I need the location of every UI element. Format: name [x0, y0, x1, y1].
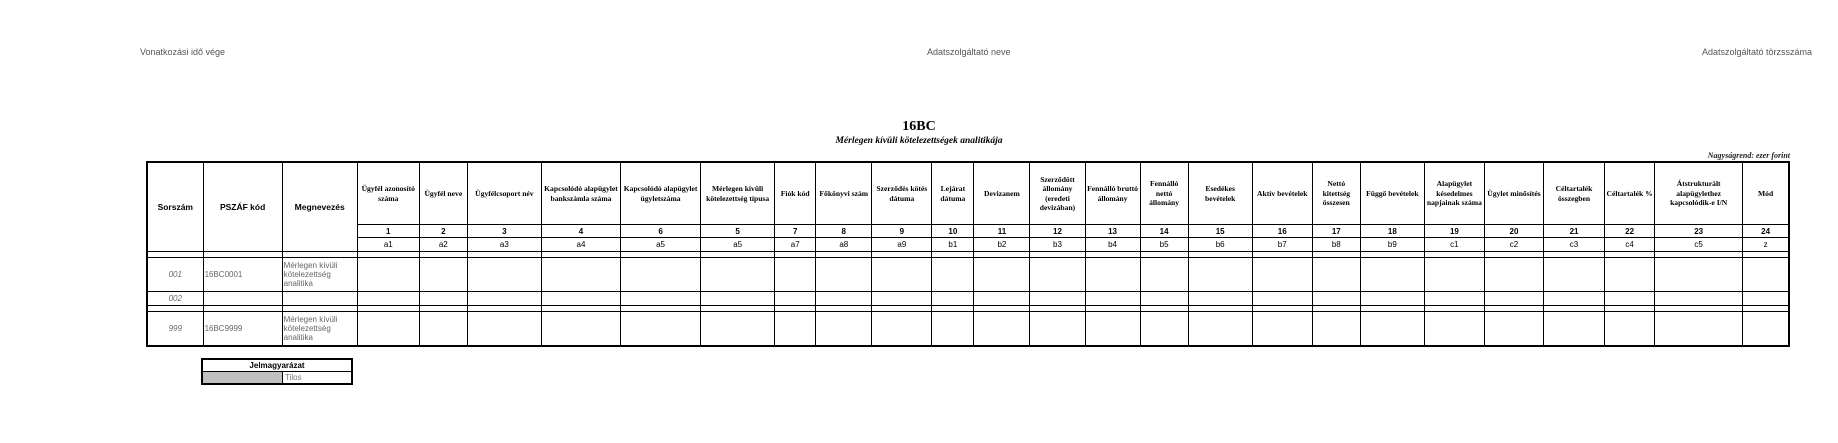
data-entry-cell[interactable]	[1424, 311, 1484, 346]
row-megnevezes: Mérlegen kívüli kötelezettség analitika	[282, 257, 357, 292]
column-header: Céltartalék %	[1605, 162, 1655, 225]
column-code: a5	[621, 238, 701, 251]
data-entry-cell[interactable]	[1424, 257, 1484, 292]
row-megnevezes: Mérlegen kívüli kötelezettség analitika	[282, 311, 357, 346]
data-entry-cell[interactable]	[1484, 257, 1543, 292]
column-header: Átstrukturált alapügylethez kapcsolódik-e I/N	[1655, 162, 1743, 225]
data-entry-cell[interactable]	[1360, 292, 1424, 305]
table-row	[147, 311, 1789, 346]
column-code: a4	[541, 238, 620, 251]
column-number: 15	[1188, 225, 1252, 238]
column-code: c1	[1424, 238, 1484, 251]
data-entry-cell[interactable]	[419, 311, 467, 346]
data-entry-cell[interactable]	[467, 311, 541, 346]
column-header: Kapcsolódó alapügylet bankszámla száma	[541, 162, 620, 225]
column-header: Mérlegen kívüli kötelezettség típusa	[701, 162, 775, 225]
column-code: a5	[701, 238, 775, 251]
column-number: 6	[621, 225, 701, 238]
data-entry-cell[interactable]	[1360, 311, 1424, 346]
data-entry-cell[interactable]	[1743, 257, 1789, 292]
data-entry-cell[interactable]	[1655, 292, 1743, 305]
column-number: 17	[1312, 225, 1360, 238]
data-entry-cell[interactable]	[1085, 292, 1140, 305]
column-header: Főkönyvi szám	[816, 162, 872, 225]
legend-swatch	[202, 372, 283, 385]
data-entry-cell[interactable]	[1140, 292, 1188, 305]
column-number: 5	[701, 225, 775, 238]
column-header: Ügyfél azonosító száma	[357, 162, 419, 225]
column-code: a3	[467, 238, 541, 251]
data-entry-cell[interactable]	[1484, 292, 1543, 305]
data-entry-cell[interactable]	[1140, 311, 1188, 346]
data-entry-cell[interactable]	[419, 257, 467, 292]
column-code: b8	[1312, 238, 1360, 251]
analytics-table	[146, 161, 1790, 347]
column-number: 10	[932, 225, 974, 238]
data-entry-cell[interactable]	[1085, 257, 1140, 292]
header-megnevezes: Megnevezés	[282, 162, 357, 251]
data-provider-name-label: Adatszolgáltató neve	[927, 47, 1011, 57]
column-header: Fennálló bruttó állomány	[1085, 162, 1140, 225]
column-code: a9	[872, 238, 932, 251]
column-code: a8	[816, 238, 872, 251]
column-code: z	[1743, 238, 1789, 251]
column-code: a7	[775, 238, 816, 251]
column-code: a1	[357, 238, 419, 251]
column-code: c5	[1655, 238, 1743, 251]
data-entry-cell[interactable]	[872, 311, 932, 346]
data-entry-cell[interactable]	[1252, 311, 1312, 346]
column-header: Ügyfélcsoport név	[467, 162, 541, 225]
column-code: b4	[1085, 238, 1140, 251]
data-entry-cell[interactable]	[932, 257, 974, 292]
column-header: Fennálló nettó állomány	[1140, 162, 1188, 225]
data-entry-cell[interactable]	[1743, 311, 1789, 346]
column-header: Devizanem	[974, 162, 1030, 225]
data-entry-cell[interactable]	[701, 257, 775, 292]
data-entry-cell[interactable]	[1030, 292, 1085, 305]
column-header: Esedékes bevételek	[1188, 162, 1252, 225]
row-pszaf-kod: 16BC0001	[203, 257, 282, 292]
column-number: 18	[1360, 225, 1424, 238]
data-entry-cell[interactable]	[357, 257, 419, 292]
data-entry-cell[interactable]	[1312, 257, 1360, 292]
column-number: 22	[1605, 225, 1655, 238]
legend-table	[201, 358, 353, 385]
row-megnevezes	[282, 292, 357, 305]
data-entry-cell[interactable]	[621, 257, 701, 292]
data-entry-cell[interactable]	[701, 311, 775, 346]
column-header: Fiók kód	[775, 162, 816, 225]
data-entry-cell[interactable]	[775, 292, 816, 305]
column-code: b5	[1140, 238, 1188, 251]
data-entry-cell[interactable]	[1312, 311, 1360, 346]
header-sorszam: Sorszám	[147, 162, 203, 251]
data-entry-cell[interactable]	[1188, 257, 1252, 292]
column-header: Aktív bevételek	[1252, 162, 1312, 225]
column-header: Nettó kitettség összesen	[1312, 162, 1360, 225]
column-header: Szerződés kötés dátuma	[872, 162, 932, 225]
column-number: 14	[1140, 225, 1188, 238]
data-entry-cell[interactable]	[816, 292, 872, 305]
column-code: b9	[1360, 238, 1424, 251]
column-header: Függő bevételek	[1360, 162, 1424, 225]
table-row	[147, 257, 1789, 292]
data-entry-cell[interactable]	[974, 292, 1030, 305]
column-number: 4	[541, 225, 620, 238]
column-header: Lejárat dátuma	[932, 162, 974, 225]
data-entry-cell[interactable]	[1140, 257, 1188, 292]
data-entry-cell[interactable]	[1030, 257, 1085, 292]
column-header: Mód	[1743, 162, 1789, 225]
data-entry-cell[interactable]	[1605, 257, 1655, 292]
column-header: Céltartalék összegben	[1544, 162, 1605, 225]
column-number: 7	[775, 225, 816, 238]
column-number: 13	[1085, 225, 1140, 238]
column-code: b7	[1252, 238, 1312, 251]
reference-period-end-label: Vonatkozási idő vége	[140, 47, 226, 57]
unit-note: Nagyságrend: ezer forint	[1707, 151, 1790, 160]
row-sorszam: 001	[147, 257, 203, 292]
data-entry-cell[interactable]	[1360, 257, 1424, 292]
row-sorszam: 999	[147, 311, 203, 346]
column-number: 16	[1252, 225, 1312, 238]
column-header: Kapcsolódó alapügylet ügyletszáma	[621, 162, 701, 225]
data-entry-cell[interactable]	[1544, 257, 1605, 292]
data-entry-cell[interactable]	[1424, 292, 1484, 305]
data-entry-cell[interactable]	[816, 311, 872, 346]
column-number: 19	[1424, 225, 1484, 238]
data-entry-cell[interactable]	[621, 311, 701, 346]
data-entry-cell[interactable]	[974, 311, 1030, 346]
data-entry-cell[interactable]	[775, 257, 816, 292]
column-number-row	[147, 225, 1789, 238]
legend-title: Jelmagyarázat	[202, 359, 352, 372]
row-pszaf-kod: 16BC9999	[203, 311, 282, 346]
data-entry-cell[interactable]	[1655, 257, 1743, 292]
data-entry-cell[interactable]	[872, 292, 932, 305]
data-entry-cell[interactable]	[1188, 292, 1252, 305]
column-number: 9	[872, 225, 932, 238]
data-entry-cell[interactable]	[541, 257, 620, 292]
data-entry-cell[interactable]	[621, 292, 701, 305]
legend-label: Tilos	[283, 372, 353, 385]
column-code: a2	[419, 238, 467, 251]
data-entry-cell[interactable]	[1655, 311, 1743, 346]
data-entry-cell[interactable]	[775, 311, 816, 346]
data-entry-cell[interactable]	[1312, 292, 1360, 305]
column-code: b2	[974, 238, 1030, 251]
data-entry-cell[interactable]	[419, 292, 467, 305]
form-title: Mérlegen kívüli kötelezettségek analitikája	[835, 136, 1003, 146]
table-row	[147, 292, 1789, 305]
data-entry-cell[interactable]	[1605, 292, 1655, 305]
data-entry-cell[interactable]	[932, 292, 974, 305]
column-number: 1	[357, 225, 419, 238]
column-header: Szerződött állomány (eredeti devizában)	[1030, 162, 1085, 225]
data-provider-registry-number-label: Adatszolgáltató törzsszáma	[1701, 47, 1812, 57]
column-number: 21	[1544, 225, 1605, 238]
column-header: Ügylet minősítés	[1484, 162, 1543, 225]
data-entry-cell[interactable]	[541, 292, 620, 305]
column-number: 20	[1484, 225, 1543, 238]
data-entry-cell[interactable]	[467, 292, 541, 305]
column-header: Alapügylet késedelmes napjainak száma	[1424, 162, 1484, 225]
data-entry-cell[interactable]	[1484, 311, 1543, 346]
row-pszaf-kod	[203, 292, 282, 305]
column-number: 23	[1655, 225, 1743, 238]
data-entry-cell[interactable]	[541, 311, 620, 346]
column-number: 3	[467, 225, 541, 238]
data-entry-cell[interactable]	[1030, 311, 1085, 346]
data-entry-cell[interactable]	[932, 311, 974, 346]
data-entry-cell[interactable]	[1252, 292, 1312, 305]
column-code-row	[147, 238, 1789, 251]
data-entry-cell[interactable]	[1605, 311, 1655, 346]
data-entry-cell[interactable]	[1743, 292, 1789, 305]
header-row	[147, 162, 1789, 225]
data-entry-cell[interactable]	[1544, 292, 1605, 305]
column-code: b1	[932, 238, 974, 251]
column-number: 2	[419, 225, 467, 238]
column-number: 11	[974, 225, 1030, 238]
data-entry-cell[interactable]	[701, 292, 775, 305]
column-code: c2	[1484, 238, 1543, 251]
data-entry-cell[interactable]	[1544, 311, 1605, 346]
data-entry-cell[interactable]	[816, 257, 872, 292]
data-entry-cell[interactable]	[467, 257, 541, 292]
column-code: b6	[1188, 238, 1252, 251]
data-entry-cell[interactable]	[1252, 257, 1312, 292]
data-entry-cell[interactable]	[872, 257, 932, 292]
column-code: c3	[1544, 238, 1605, 251]
data-entry-cell[interactable]	[1188, 311, 1252, 346]
data-entry-cell[interactable]	[357, 311, 419, 346]
data-entry-cell[interactable]	[974, 257, 1030, 292]
column-code: b3	[1030, 238, 1085, 251]
column-number: 24	[1743, 225, 1789, 238]
form-code: 16BC	[902, 119, 936, 134]
row-sorszam: 002	[147, 292, 203, 305]
column-code: c4	[1605, 238, 1655, 251]
column-header: Ügyfél neve	[419, 162, 467, 225]
header-pszaf-kod: PSZÁF kód	[203, 162, 282, 251]
data-entry-cell[interactable]	[357, 292, 419, 305]
data-entry-cell[interactable]	[1085, 311, 1140, 346]
column-number: 12	[1030, 225, 1085, 238]
column-number: 8	[816, 225, 872, 238]
